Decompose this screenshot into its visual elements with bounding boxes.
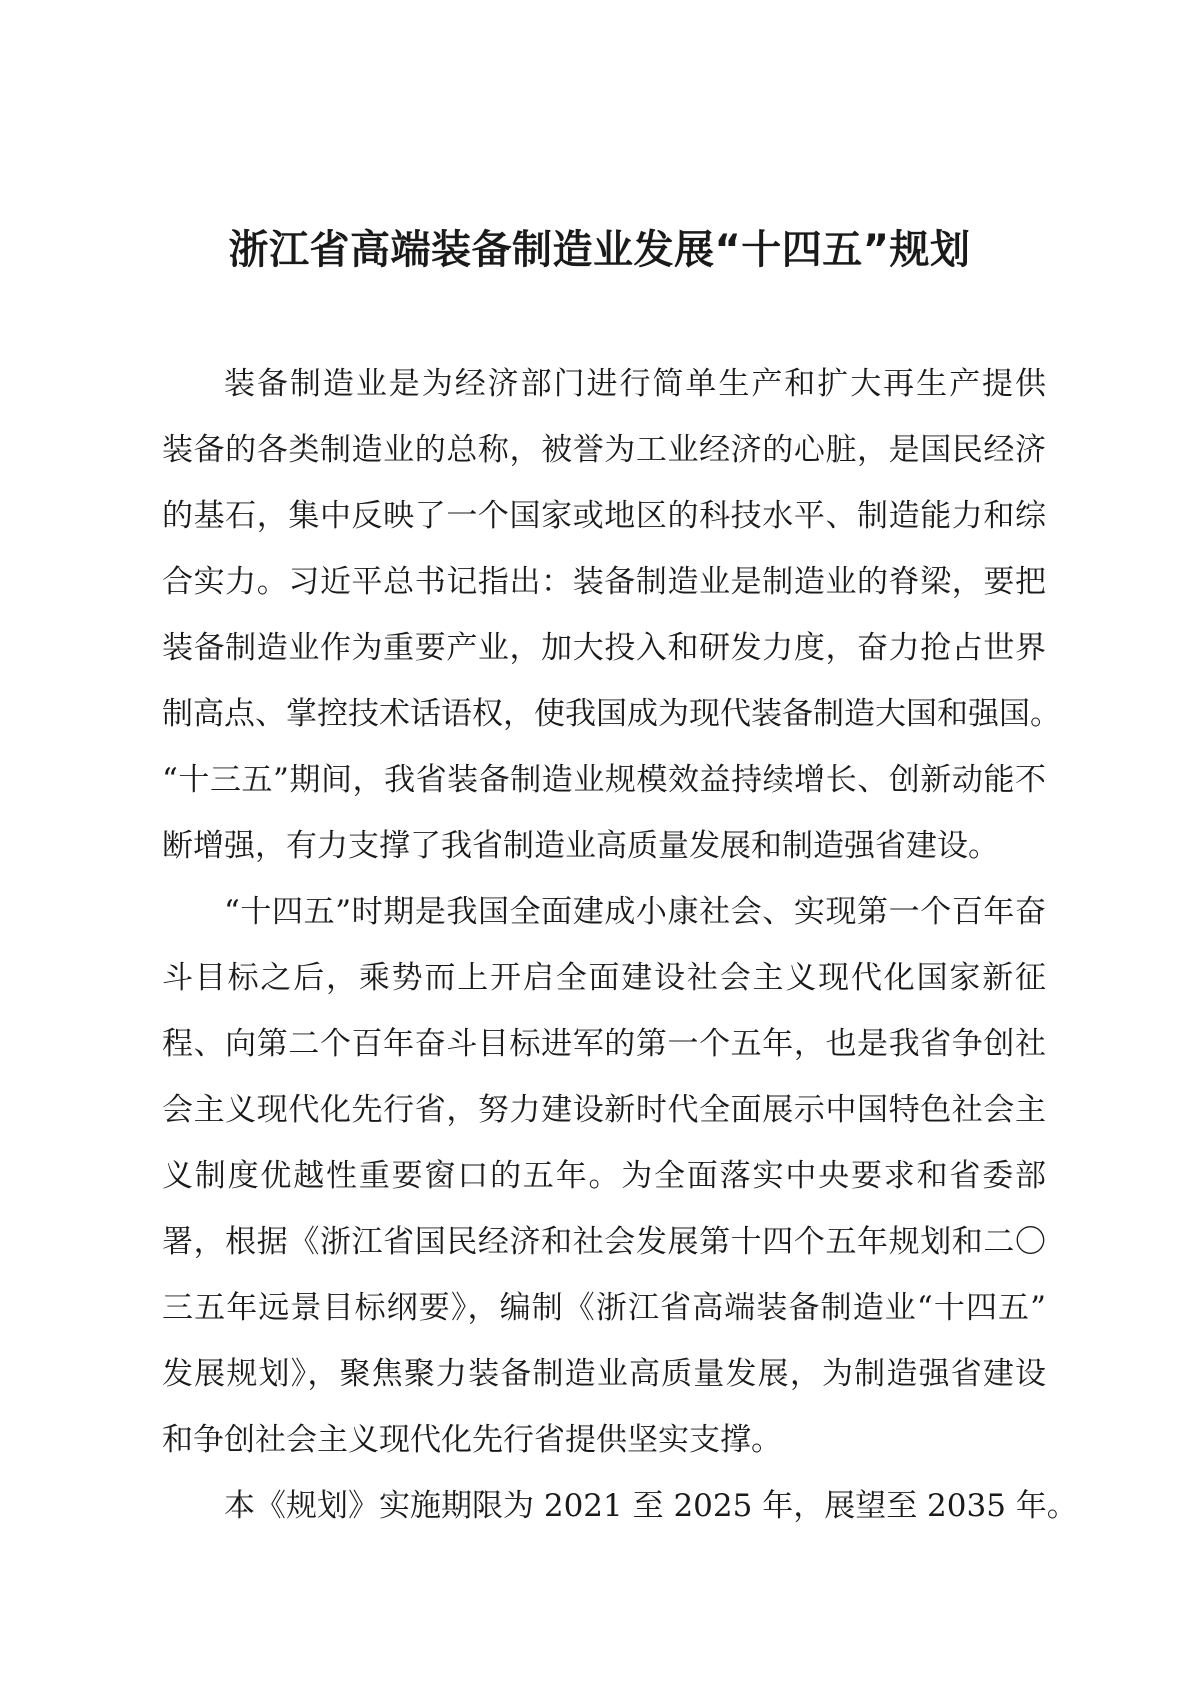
text-line: 斗目标之后，乘势而上开启全面建设社会主义现代化国家新征 xyxy=(162,960,1046,996)
text-line: 装备的各类制造业的总称，被誉为工业经济的心脏，是国民经济 xyxy=(162,432,1046,468)
text-line: 程、向第二个百年奋斗目标进军的第一个五年，也是我省争创社 xyxy=(162,1026,1046,1062)
text-line: 的基石，集中反映了一个国家或地区的科技水平、制造能力和综 xyxy=(162,498,1046,534)
text-line: 和争创社会主义现代化先行省提供坚实支撑。 xyxy=(162,1422,782,1458)
text-line: 发展规划》，聚焦聚力装备制造业高质量发展，为制造强省建设 xyxy=(162,1356,1046,1392)
paragraph xyxy=(162,879,1046,1473)
text-line: 署，根据《浙江省国民经济和社会发展第十四个五年规划和二〇 xyxy=(162,1224,1046,1260)
paragraph xyxy=(162,1473,1078,1539)
text-line: “十四五”时期是我国全面建成小康社会、实现第一个百年奋 xyxy=(224,894,1046,930)
document-title: 浙江省高端装备制造业发展“十四五”规划 xyxy=(228,227,971,273)
text-line: 合实力。习近平总书记指出：装备制造业是制造业的脊梁，要把 xyxy=(162,564,1046,600)
text-line: 义制度优越性重要窗口的五年。为全面落实中央要求和省委部 xyxy=(162,1158,1046,1194)
text-line: 三五年远景目标纲要》，编制《浙江省高端装备制造业“十四五” xyxy=(162,1290,1046,1326)
text-line: “十三五”期间，我省装备制造业规模效益持续增长、创新动能不 xyxy=(162,762,1046,798)
text-line: 装备制造业是为经济部门进行简单生产和扩大再生产提供 xyxy=(224,366,1046,402)
document-body xyxy=(162,351,1078,1539)
text-line: 本《规划》实施期限为 2021 至 2025 年，展望至 2035 年。 xyxy=(224,1488,1078,1524)
text-line: 会主义现代化先行省，努力建设新时代全面展示中国特色社会主 xyxy=(162,1092,1046,1128)
text-line: 断增强，有力支撑了我省制造业高质量发展和制造强省建设。 xyxy=(162,828,999,864)
text-line: 装备制造业作为重要产业，加大投入和研发力度，奋力抢占世界 xyxy=(162,630,1046,666)
paragraph xyxy=(162,351,1061,879)
text-line: 制高点、掌控技术话语权，使我国成为现代装备制造大国和强国。 xyxy=(162,696,1061,732)
